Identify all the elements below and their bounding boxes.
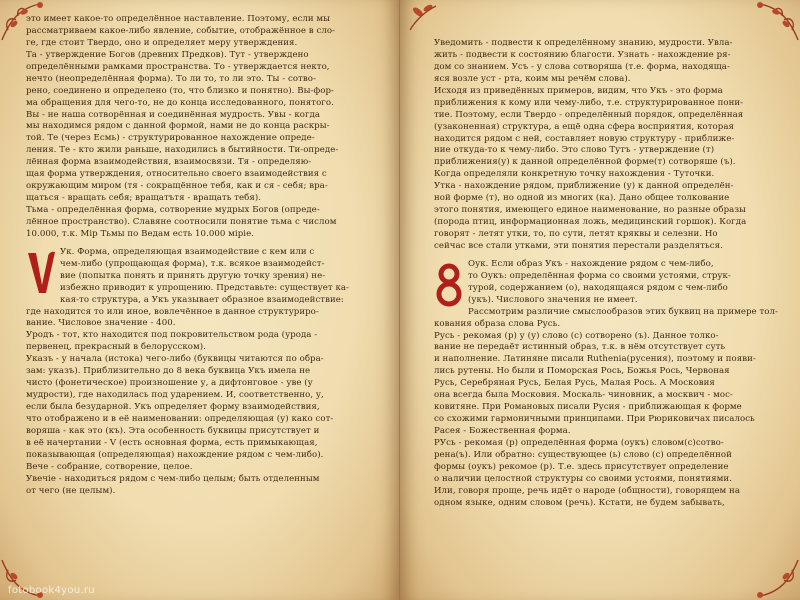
text-line: турой, содержанием (о), находящаяся рядом с чем-либо <box>468 282 728 293</box>
drop-cap-block <box>26 247 377 295</box>
text-line: той. Те (через Есмь) - структурированное нахождение опреде- <box>26 133 315 144</box>
watermark: fotobook4you.ru <box>8 585 95 596</box>
text-line: (узаконенная) структура, а ещё одна сфера восприятия, которая <box>434 121 734 132</box>
drop-cap-block <box>434 259 778 307</box>
text-line: Ук. Форма, определяющая взаимодействие с кем или с <box>60 246 315 257</box>
text-line: Та - утверждение Богов (древних Предков). Тут - утверждено <box>26 49 309 60</box>
text-line: зам: указъ). Приблизительно до 8 века буквица Укъ имела не <box>26 366 311 377</box>
text-line: дом со знанием. Усъ - у слова сотворяша (т.е. форма, находяща- <box>434 61 730 72</box>
svg-text:8: 8 <box>434 260 435 262</box>
text-line: ной форме (т), но одной из многих (ка). Дано общее толкование <box>434 193 730 204</box>
text-line: Русь, Серебряная Русь, Белая Русь, Малая Рось. А Московия <box>434 378 715 389</box>
text-line: кая-то структура, а Укъ указывает образное взаимодействие: <box>60 294 344 305</box>
drop-cap-uk <box>26 249 56 297</box>
text-line: Исходя из приведённых примеров, видим, что Укъ - это форма <box>434 85 723 96</box>
text-line: формы (оукъ) рекомое (р). Т.е. здесь присутствует определение <box>434 461 729 472</box>
text-line: вание не передаёт истинный образ, т.к. в нём отсутствует суть <box>434 342 726 353</box>
text-line: окружающим миром (тя - сокращённое тебя, как и ся - себя; вра- <box>26 181 328 192</box>
text-line: Утка - нахождение рядом, приближение (у) к данной определён- <box>434 181 734 192</box>
text-line: нечто (неопределённая форма). То ли то, то ли это. Ты - сотво- <box>26 73 316 84</box>
text-line: определёнными рамками пространства. То - утверждается некто, <box>26 61 330 72</box>
text-line: со схожими гармоничными принципами. При Рюриковичах писалось <box>434 414 755 425</box>
leaf-ornament-icon <box>406 0 446 34</box>
text-line: первенец, прекрасный в белорусском). <box>26 342 206 353</box>
text-line: яся возле уст - рта, коим мы речём слова). <box>434 73 631 84</box>
text-line: Вече - собрание, сотворение, целое. <box>26 461 193 472</box>
text-line: лись рутены. Но были и Поморская Рось, Божья Рось, Червоная <box>434 366 730 377</box>
text-line: сейчас все стали утками, эти понятия перестали разделяться. <box>434 240 723 251</box>
text-line: лённое пространство). Славяне соотносили понятие тьма с числом <box>26 216 337 227</box>
text-line: рена(ъ). Или обратно: существующее (ь) слово (с) определённой <box>434 449 732 460</box>
text-line: тие. Поэтому, если Твердо - определённый порядок, определённая <box>434 109 744 120</box>
text-line: говорят - летят утки, то, по сути, летят кряквы и селезни. Но <box>434 229 718 239</box>
text-line: (порода птиц, информационная ложь, медицинский горшок). Когда <box>434 217 747 228</box>
text-line: чем-либо (упрощающая форма), т.к. всякое взаимодейст- <box>60 258 325 269</box>
text-line: от чего (не целым). <box>26 485 116 496</box>
text-line: жить - подвести к состоянию благости. Узнать - нахождение ря- <box>434 49 731 60</box>
right-page-text <box>434 38 778 582</box>
text-line: находится рядом с ней, составляет новую структуру - приближе- <box>434 133 735 144</box>
text-line: избежно приводит к упрощению. Представьте: существует ка- <box>60 282 349 293</box>
text-line: где находится то или иное, вовлечённое в данное структуриро- <box>26 306 319 317</box>
text-line: рассматриваем какое-либо явление, событие, отображённое в сло- <box>26 25 335 36</box>
text-line: мудрости), где находилась под ударением. И, соответственно, у, <box>26 390 324 401</box>
text-line: одном языке, одним словом (речь). Кстати, не будем забывать, <box>434 497 725 508</box>
right-page <box>400 0 800 600</box>
text-line: Русь - рекомая (р) у (у) слово (с) сотворено (ъ). Данное толко- <box>434 330 719 341</box>
svg-text:V: V <box>26 248 27 250</box>
left-page-text <box>26 14 377 582</box>
text-line: Тьма - определённая форма, сотворение мудрых Богов (опреде- <box>26 205 320 215</box>
text-line: 10.000, т.к. Мір Тьмы по Ведам есть 10.000 міріе. <box>26 228 254 239</box>
text-line: мы находимся рядом с данной формой, нами не до конца раскры- <box>26 121 330 132</box>
text-line: Увечіе - находиться рядом с чем-либо целым; быть отделенным <box>26 473 320 484</box>
text-line: лённая форма взаимодействия, взаимосвязи. Тя - определяю- <box>26 157 312 168</box>
text-line: (укъ). Числового значения не имеет. <box>468 294 638 305</box>
text-line: в её начертании - V (есть основная форма, есть примыкающая, <box>26 437 318 448</box>
text-line: ма обращения для чего-то, не до конца исследованного, понятого. <box>26 97 334 108</box>
text-line: ге, где стоит Твердо, оно и определяет меру утверждения. <box>26 37 298 48</box>
drop-cap-ouk <box>434 261 464 309</box>
text-line: приближения(у) к данной определённой форме(т) сотворяше (ъ). <box>434 157 736 168</box>
text-line: Или, говоря проще, речь идёт о народе (общности), говорящем на <box>434 485 740 496</box>
text-line: она всегда была Московия. Москаль- чиновник, а москвич - мос- <box>434 390 733 401</box>
text-line: если была безударной. Укъ определяет форму взаимодействия, <box>26 402 320 412</box>
text-line: показывающая (определяющая) нахождение рядом с чем-либо). <box>26 449 324 460</box>
text-line: Уведомить - подвести к определённому знанию, мудрости. Увла- <box>434 38 733 48</box>
text-line: этого понятия, имеющего единое наименование, но разные образы <box>434 205 746 216</box>
text-line: Когда определяли конкретную точку нахождения - Туточки. <box>434 169 715 180</box>
text-line: ковитяне. При Романовых писали Русия - приближающая к форме <box>434 402 742 413</box>
text-line: воряша - как это (къ). Эта особенность буквицы присутствует и <box>26 425 320 436</box>
text-line: чисто (фонетическое) произношение у, а дифтонговое - уве (у <box>26 378 313 389</box>
text-line: что отображено и в её наименовании: определяющая (у) како сот- <box>26 413 334 424</box>
text-line: Вы - не наша сотворённая и соединённая мудрость. Увы - когда <box>26 109 321 120</box>
text-line: то Оукъ: определённая форма со своими устоями, струк- <box>468 270 731 281</box>
text-line: Оук. Если образ Укъ - нахождение рядом с чем-либо, <box>468 258 714 269</box>
text-line: Уродъ - тот, кто находится под покровительством рода (урода - <box>26 330 318 341</box>
text-line: вие (попытка понять и принять другую точку зрения) не- <box>60 270 326 281</box>
text-line: ние откуда-то к чему-либо. Это слово Тутъ - утверждение (т) <box>434 145 715 156</box>
text-line: Указъ - у начала (истока) чего-либо (буквицы читаются по обра- <box>26 354 324 365</box>
text-line: щая форма утверждения, относительно своего взаимодействия с <box>26 169 327 180</box>
text-line: рено, соединено и определено (то, что близко и понятно). Вы-фор- <box>26 85 334 96</box>
text-line: вание. Числовое значение - 400. <box>26 318 176 329</box>
text-line: РУсь - рекомая (р) определённая форма (оукъ) словом(с)сотво- <box>434 437 724 448</box>
text-line: ления. Те - кто жили раньше, находились в бытийности. Ти-опреде- <box>26 145 339 156</box>
text-line: о наличии целостной структуры со своими устоями, понятиями. <box>434 473 732 484</box>
text-line: приближения к кому или чему-либо, т.е. структурированное пони- <box>434 97 744 108</box>
text-line: кования образа слова Русь. <box>434 318 561 329</box>
text-line: это имеет какое-то определённое наставление. Поэтому, если мы <box>26 14 331 24</box>
text-line: щаться - вращать себя; вращатътя - вращать тебя). <box>26 193 262 204</box>
text-line: Рассмотрим различие смыслообразов этих буквиц на примере тол- <box>468 306 778 317</box>
text-line: и наполнение. Латиняне писали Ruthenia(русения), поэтому и появи- <box>434 354 756 365</box>
text-line: Расея - Божественная форма. <box>434 426 571 436</box>
